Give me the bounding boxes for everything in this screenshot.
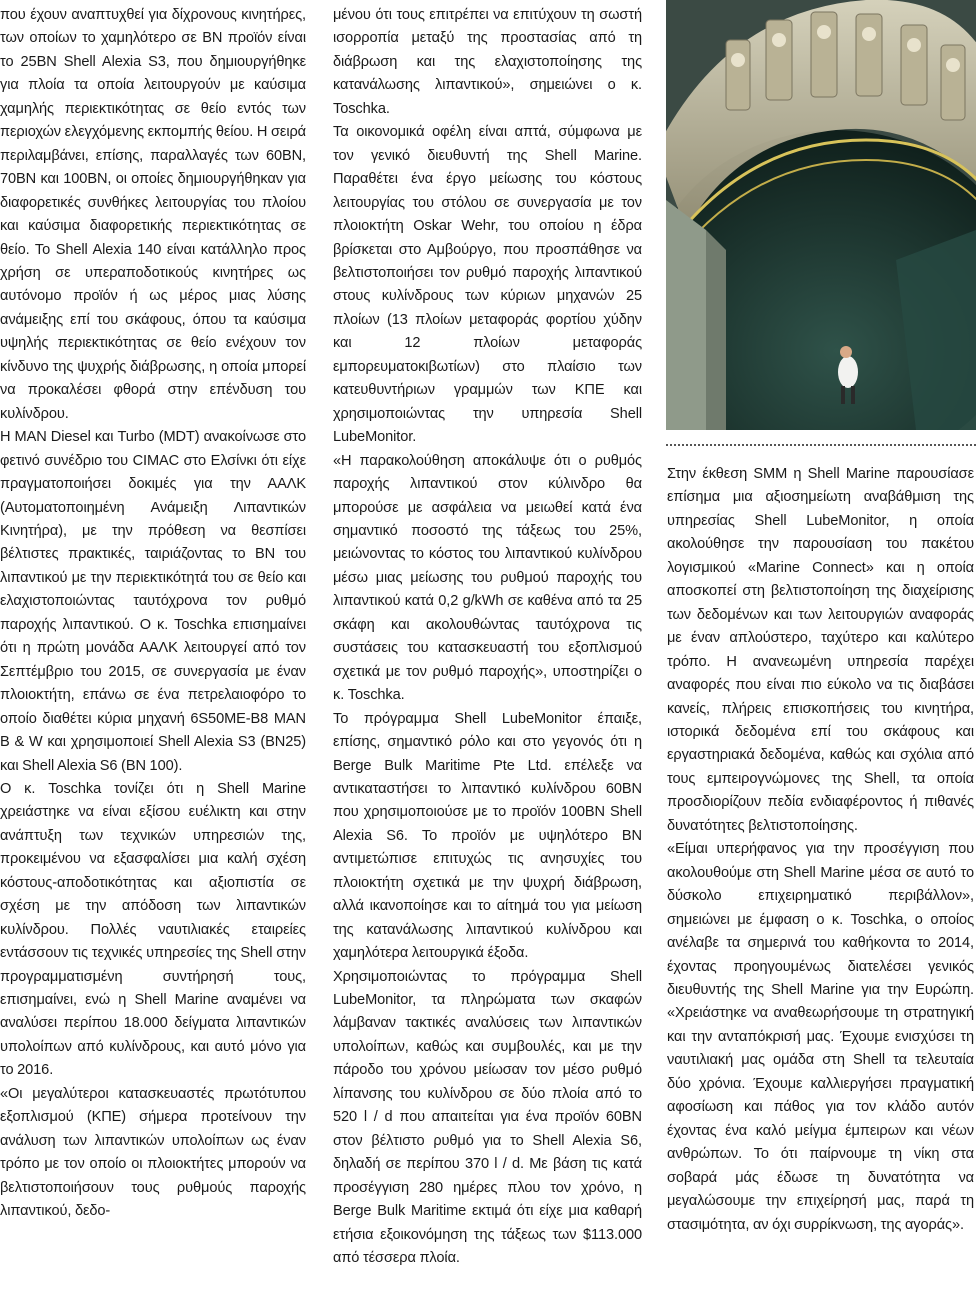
section-divider <box>666 444 976 446</box>
engine-room-photo <box>666 0 976 430</box>
paragraph: Η MAN Diesel και Turbo (MDT) ανακοίνωσε στο φετινό συνέδριο του CIMAC στο Ελσίνκι ότι είχε πραγματοποιήσει δοκιμές για την ΑΑΛΚ (Αυτοματοποιημένη Ανάμειξη Λιπαντικών Κινητήρα), με την πρόθεση να θεσπίσει βέλτιστες πρακτικές, ταιριάζοντας το BN του λιπαντικού με την περιεκτικότητά του σε θείο και ελαχιστοποιώντας ταυτόχρονα τον ρυθμό παροχής λιπαντικού. Ο κ. Toschka επισημαίνει ότι η πρώτη μονάδα ΑΑΛΚ λειτουργεί από τον Σεπτέμβριο του 2015, σε συνεργασία με έναν πλοιοκτήτη, επάνω σε ένα πετρελαιοφόρο το οποίο διαθέτει κύρια μηχανή 6S50ME-B8 MAN B & W και χρησιμοποιεί Shell Alexia S3 (BN25) και Shell Alexia S6 (BN 100). <box>0 429 306 774</box>
paragraph: που έχουν αναπτυχθεί για δίχρονους κινητήρες, των οποίων το χαμηλότερο σε BN προϊόν είναι το 25BN Shell Alexia S3, που δημιουργήθηκε για πλοία τα οποία λειτουργούν με καύσιμα χαμηλής περιεκτικότητας σε θείο εντός των περιοχών ελεγχόμενης εκπομπής θείου. Η σειρά περιλαμβάνει, επίσης, παραλλαγές των 60BN, 70BN και 100BN, οι οποίες δημιουργήθηκαν για διαφορετικές συνθήκες λειτουργίας του πλοίου και καύσιμα διαφορετικής περιεκτικότητας σε θείο. Το Shell Alexia 140 είναι κατάλληλο προς χρήση σε υπεραποδοτικούς κινητήρες ως αυτόνομο προϊόν ή ως μέρος μιας λύσης ανάμειξης επί του σκάφους, όπου τα καύσιμα υψηλής περιεκτικότητας σε θείο ενέχουν τον κίνδυνο της ψυχρής διάβρωσης, η οποία μπορεί να προκαλέσει φθορά στην επένδυση του κυλίνδρου. <box>0 7 306 422</box>
paragraph: «Οι μεγαλύτεροι κατασκευαστές πρωτότυπου εξοπλισμού (ΚΠΕ) σήμερα προτείνουν την ανάλυση των λιπαντικών υπολοίπων ως έναν τρόπο με τον οποίο οι πλοιοκτήτες μπορούν να βελτιστοποιήσουν τους ρυθμούς παροχής λιπαντικού, δεδο- <box>0 1085 306 1220</box>
paragraph: Ο κ. Toschka τονίζει ότι η Shell Marine χρειάστηκε να είναι εξίσου ευέλικτη και στην ανάπτυξη των τεχνικών υπηρεσιών της, προκειμένου να εξασφαλίσει μια καλή σχέση κόστους-αποδοτικότητας και αξιοπιστία σε σχέση με την απόδοση των λιπαντικών κυλίνδρου. Πολλές ναυτιλιακές εταιρείες εντάσσουν τις τεχνικές υπηρεσίες της Shell στην προγραμματισμένη συντήρησή τους, επισημαίνει, ενώ η Shell Marine αναμένει να αναλύσει περίπου 18.000 δείγματα λιπαντικών υπολοίπων από κυλίνδρους, και αυτό μόνο για το 2016. <box>0 780 306 1079</box>
paragraph: μένου ότι τους επιτρέπει να επιτύχουν τη σωστή ισορροπία μεταξύ της προστασίας από τη διάβρωση και της ελαχιστοποίησης της κατανάλωσης λιπαντικού», σημειώνει ο κ. Toschka. <box>333 7 642 117</box>
article-column-3 <box>667 463 974 1237</box>
paragraph: Το πρόγραμμα Shell LubeMonitor έπαιξε, επίσης, σημαντικό ρόλο και στο γεγονός ότι η Berge Bulk Maritime Pte Ltd. επέλεξε να αντικαταστήσει το λιπαντικό κυλίνδρου 60BN που χρησιμοποιούσε με το προϊόν 100BN Shell Alexia S6. Το προϊόν με υψηλότερο BN αντιμετώπισε επιτυχώς τις ανησυχίες του πλοιοκτήτη σχετικά με την ψυχρή διάβρωση, αλλά ικανοποίησε και το αίτημά του για μείωση της κατανάλωσης λιπαντικού κυλίνδρου και χαμηλότερα λειτουργικά έξοδα. <box>333 710 642 962</box>
paragraph: Στην έκθεση SMM η Shell Marine παρουσίασε επίσημα μια αξιοσημείωτη αναβάθμιση της υπηρεσίας Shell LubeMonitor, η οποία ακολούθησε την παρουσίαση του πακέτου λογισμικού «Marine Connect» και η οποία αποσκοπεί στη βελτιστοποίηση της διαχείρισης των δεδομένων και των λειτουργιών αναφοράς με έναν απλούστερο, ταχύτερο και καλύτερο τρόπο. Η ανανεωμένη υπηρεσία παρέχει αναφορές που είναι πιο εύκολο να τις διαβάσει κανείς, πλήρεις επισκοπήσεις του κινητήρα, ιστορικά δεδομένα επί του σκάφους και εργαστηριακά δεδομένα, καθώς και σχόλια από τους εμπειρογνώμονες της Shell, τα οποία προσδιορίζουν πεδία ενδιαφέροντος ή πιθανές δυνατότητες βελτιστοποίησης. <box>667 466 974 834</box>
paragraph: «Η παρακολούθηση αποκάλυψε ότι ο ρυθμός παροχής λιπαντικού στον κύλινδρο θα μπορούσε με ασφάλεια να μειωθεί κατά ένα σημαντικό ποσοστό της τάξεως του 25%, μειώνοντας το κόστος του λιπαντικού κυλίνδρου μέσω μιας μείωσης του ρυθμού παροχής του λιπαντικού κατά 0,2 g/kWh σε καθένα από τα 25 σκάφη και ακολουθώντας ταυτόχρονα τις συστάσεις του κατασκευαστή του εξοπλισμού σχετικά με τον ρυθμό παροχής», υποστηρίζει ο κ. Toschka. <box>333 452 642 704</box>
paragraph: Τα οικονομικά οφέλη είναι απτά, σύμφωνα με τον γενικό διευθυντή της Shell Marine. Παραθέτει ένα έργο μείωσης του κόστους λειτουργίας του στόλου σε συνεργασία με τον πλοιοκτήτη Oskar Wehr, του οποίου η έδρα βρίσκεται στο Αμβούργο, που προσπάθησε να βελτιστοποιήσει τον ρυθμό παροχής λιπαντικού στους κυλίνδρους των κύριων μηχανών 25 πλοίων (13 πλοίων μεταφοράς φορτίου χύδην και 12 πλοίων μεταφοράς εμπορευματοκιβωτίων) στο πλαίσιο των κατευθυντήριων γραμμών των ΚΠΕ και χρησιμοποιώντας την υπηρεσία Shell LubeMonitor. <box>333 124 642 446</box>
paragraph: Χρησιμοποιώντας το πρόγραμμα Shell LubeMonitor, τα πληρώματα των σκαφών λάμβαναν τακτικές αναλύσεις των λιπαντικών υπολοίπων, καθώς και συμβουλές, και με την πάροδο του χρόνου μείωσαν τον μέσο ρυθμό λίπανσης του κυλίνδρου σε δύο πλοία από το 520 l / d που απαιτείται για ένα προϊόν 60BN στον βέλτιστο ρυθμό για το Shell Alexia S6, δηλαδή σε περίπου 370 l / d. Με βάση τις κατά προσέγγιση 280 ημέρες πλου τον χρόνο, η Berge Bulk Maritime εκτιμά ότι είχε μια καθαρή ετήσια εξοικονόμηση της τάξεως των $113.000 από τέσσερα πλοία. <box>333 968 642 1267</box>
engine-room-photo-icon <box>666 0 976 430</box>
paragraph: «Είμαι υπερήφανος για την προσέγγιση που ακολουθούμε στη Shell Marine μέσα σε αυτό το δύσκολο επιχειρηματικό περιβάλλον», σημειώνει με έμφαση ο κ. Toschka, ο οποίος ανέλαβε τα σημερινά του καθήκοντα το 2014, έχοντας προηγουμένως διατελέσει γενικός διευθυντής της Shell Marine για την Ευρώπη. «Χρειάστηκε να αναθεωρήσουμε τη στρατηγική και την ανταπόκρισή μας. Έχουμε ενισχύσει τη ναυτιλιακή μας ομάδα στη Shell τα τελευταία δύο χρόνια. Έχουμε καλλιεργήσει πραγματική αφοσίωση και πάθος για τον κλάδο αυτόν έχοντας ένα καλό μείγμα έμπειρων και νέων ανθρώπων. Το ότι παίρνουμε τη νίκη στα σοβαρά μάς έδωσε τη δυνατότητα να μεγαλώσουμε την επιχείρησή μας, παρά τη στασιμότητα, αν όχι συρρίκνωση, της αγοράς». <box>667 841 974 1233</box>
article-column-2 <box>333 4 642 1270</box>
article-column-1 <box>0 4 306 1224</box>
